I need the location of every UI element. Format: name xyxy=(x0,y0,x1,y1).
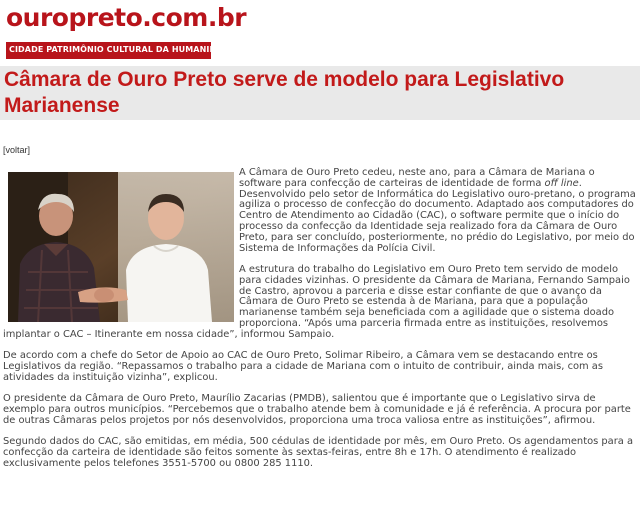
paragraph-4: O presidente da Câmara de Ouro Preto, Maurílio Zacarias (PMDB), salientou que é importante que o Legislativo sirva de exemplo para outros municípios. “Percebemos que o trabalho atende bem à comunidade e já é referência. A procura por parte de outras Câmaras pelos projetos por nós desenvolvidos, proporciona uma troca valiosa entre as instituições”, afirmou. xyxy=(3,393,631,426)
site-name: ouropreto.com.br xyxy=(6,3,247,32)
tagline-bar xyxy=(6,42,235,59)
paragraph-1-start: A Câmara de Ouro Preto cedeu, neste ano, para a Câmara de Mariana o software para confecção de carteiras de identidade de forma xyxy=(239,167,595,189)
back-link[interactable]: [voltar] xyxy=(3,145,31,155)
title-bar xyxy=(0,66,640,120)
article-title: Câmara de Ouro Preto serve de modelo para Legislativo Marianense xyxy=(4,68,565,117)
site-logo[interactable] xyxy=(2,2,247,62)
article-body xyxy=(3,168,636,480)
paragraph-1-emphasis: off line xyxy=(544,177,579,189)
paragraph-3: De acordo com a chefe do Setor de Apoio ao CAC de Ouro Preto, Solimar Ribeiro, a Câmara vem se destacando entre os Legislativos da região. “Repassamos o trabalho para a cidade de Mariana com o intuito de contribuir, ainda mais, com as atividades da instituição vizinha”, explicou. xyxy=(3,350,604,383)
photo-spacer xyxy=(3,168,239,324)
paragraph-5: Segundo dados do CAC, são emitidas, em média, 500 cédulas de identidade por mês, em Ouro Preto. Os agendamentos para a confecção da carteira de identidade são feitos somente às sextas-feiras, entre 8h e 17h. O atendimento é realizado exclusivamente pelos telefones 3551-5700 ou 0800 285 1110. xyxy=(3,436,634,469)
site-tagline: CIDADE PATRIMÔNIO CULTURAL DA HUMANIDADE xyxy=(9,45,235,54)
paragraph-2: A estrutura do trabalho do Legislativo em Ouro Preto tem servido de modelo para cidades vizinhas. O presidente da Câmara de Mariana, Fernando Sampaio de Castro, aprovou a parceria e disse estar confiante de que o avanço da Câmara de Ouro Preto se estenda à de Mariana, para que a população marianense também seja beneficiada com a agilidade que o sistema doado proporciona. “Após uma parceria firmada entre as instituições, resolvemos implantar o CAC – Itinerante em nossa cidade”, informou Sampaio. xyxy=(3,263,630,340)
paragraph-1-end: . Desenvolvido pelo setor de Informática do Legislativo ouro-pretano, o programa agiliza o processo de confecção do documento. Adaptado aos computadores do Centro de Atendimento ao Cidadão (CAC), o software permite que o início do processo da confecção da Identidade seja realizado fora da Câmara de Ouro Preto, para ser concluído, posteriormente, no prédio do Legislativo, por meio do Sistema de Informações da Polícia Civil. xyxy=(239,177,636,254)
